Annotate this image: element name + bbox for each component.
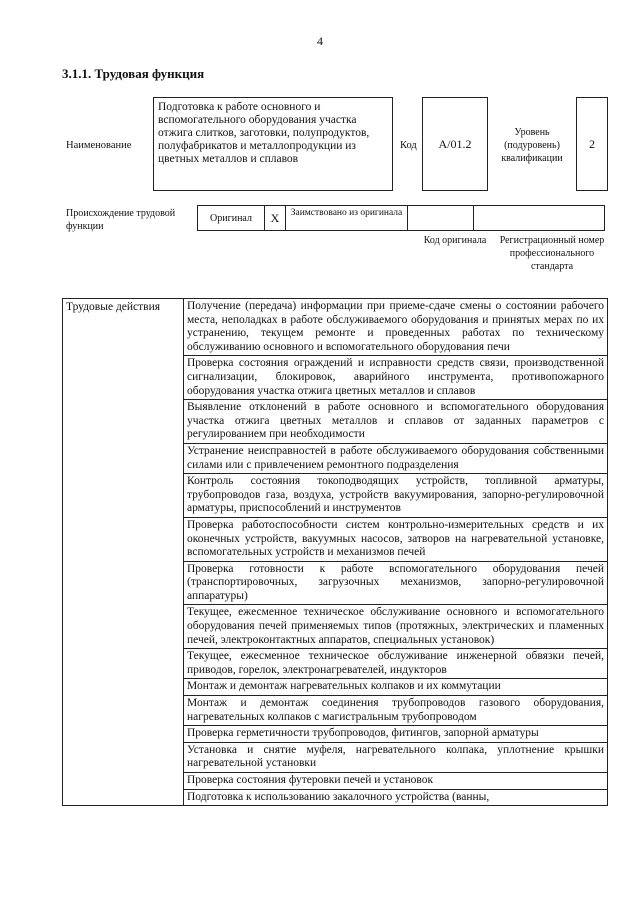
- trudovoe-deystvie: Устранение неисправностей в работе обслуживаемого оборудования собственными силами или с привлечением ремонтного подразделения: [184, 443, 608, 473]
- trudovoe-deystvie: Текущее, ежесменное техническое обслуживание инженерной обвязки печей, приводов, горелок, электронагревателей, индукторов: [184, 649, 608, 679]
- trudovye-label: Трудовые действия: [63, 299, 184, 806]
- naimenovanie-value: Подготовка к работе основного и вспомогательного оборудования участка отжига слитков, заготовки, полупродуктов, полуфабрикатов и металлопродукции из цветных металлов и сплавов: [153, 97, 393, 191]
- kod-originala-cell: [407, 205, 474, 231]
- kod-originala-label: Код оригинала: [423, 235, 487, 246]
- original-mark: X: [264, 205, 286, 231]
- trudovoe-deystvie: Подготовка к использованию закалочного устройства (ванны,: [184, 789, 608, 806]
- trudovoe-deystvie: Получение (передача) информации при приеме-сдаче смены о состоянии рабочего места, неполадках в работе обслуживаемого оборудования и принятых мерах по их устранению, текущем ремонте и проведенных работах по техническому обслуживанию основного и вспомогательного оборудования печи: [184, 299, 608, 356]
- reg-nomer-label: Регистрационный номер профессионального стандарта: [499, 235, 605, 272]
- proiskhozhdenie-label: Происхождение трудовой функции: [66, 208, 176, 232]
- reg-nomer-cell: [473, 205, 605, 231]
- trudovoe-deystvie: Проверка готовности к работе вспомогательного оборудования печей (транспортировочных, загрузочных механизмов, запорно-регулировочной аппаратуры): [184, 561, 608, 605]
- trudovoe-deystvie: Проверка работоспособности систем контрольно-измерительных средств и их оконечных устройств, вакуумных насосов, затворов на нагревательной установке, вспомогательных устройств и механизмов печей: [184, 517, 608, 561]
- zaimstvovano-label: Заимствовано из оригинала: [285, 205, 408, 231]
- page-number: 4: [317, 34, 323, 48]
- trudovoe-deystvie: Проверка состояния ограждений и исправности средств связи, производственной сигнализации, блокировок, аварийного инструмента, противопожарного оборудования участка отжига цветных металлов и сплавов: [184, 356, 608, 400]
- kod-label: Код: [400, 140, 417, 151]
- table-row: [63, 299, 608, 356]
- uroven-value: 2: [576, 97, 608, 191]
- uroven-label: Уровень (подуровень) квалификации: [501, 127, 563, 164]
- trudovoe-deystvie: Установка и снятие муфеля, нагревательного колпака, уплотнение крышки нагревательной установки: [184, 742, 608, 772]
- trudovoe-deystvie: Монтаж и демонтаж соединения трубопроводов газового оборудования, нагревательных колпаков с магистральным трубопроводом: [184, 696, 608, 726]
- original-label: Оригинал: [197, 205, 265, 231]
- origin-row: [198, 205, 608, 231]
- trudovoe-deystvie: Контроль состояния токоподводящих устройств, топливной арматуры, трубопроводов газа, воздуха, устройств вакуумирования, запорно-регулировочной арматуры, приспособлений и инструментов: [184, 474, 608, 518]
- trudovoe-deystvie: Проверка состояния футеровки печей и установок: [184, 773, 608, 790]
- trudovoe-deystvie: Текущее, ежесменное техническое обслуживание основного и вспомогательного оборудования печей применяемых типов (протяжных, электрических и пламенных печей, электроконтактных аппаратов, специальных установок): [184, 605, 608, 649]
- naimenovanie-label: Наименование: [66, 140, 132, 151]
- trudovoe-deystvie: Монтаж и демонтаж нагревательных колпаков и их коммутации: [184, 679, 608, 696]
- trudovoe-deystvie: Проверка герметичности трубопроводов, фитингов, запорной арматуры: [184, 726, 608, 743]
- section-title: 3.1.1. Трудовая функция: [62, 66, 205, 81]
- kod-value: A/01.2: [422, 97, 488, 191]
- trudovoe-deystvie: Выявление отклонений в работе основного и вспомогательного оборудования участка отжига цветных металлов и сплавов от заданных параметров с регулированием при необходимости: [184, 400, 608, 444]
- trudovye-table: [62, 298, 608, 806]
